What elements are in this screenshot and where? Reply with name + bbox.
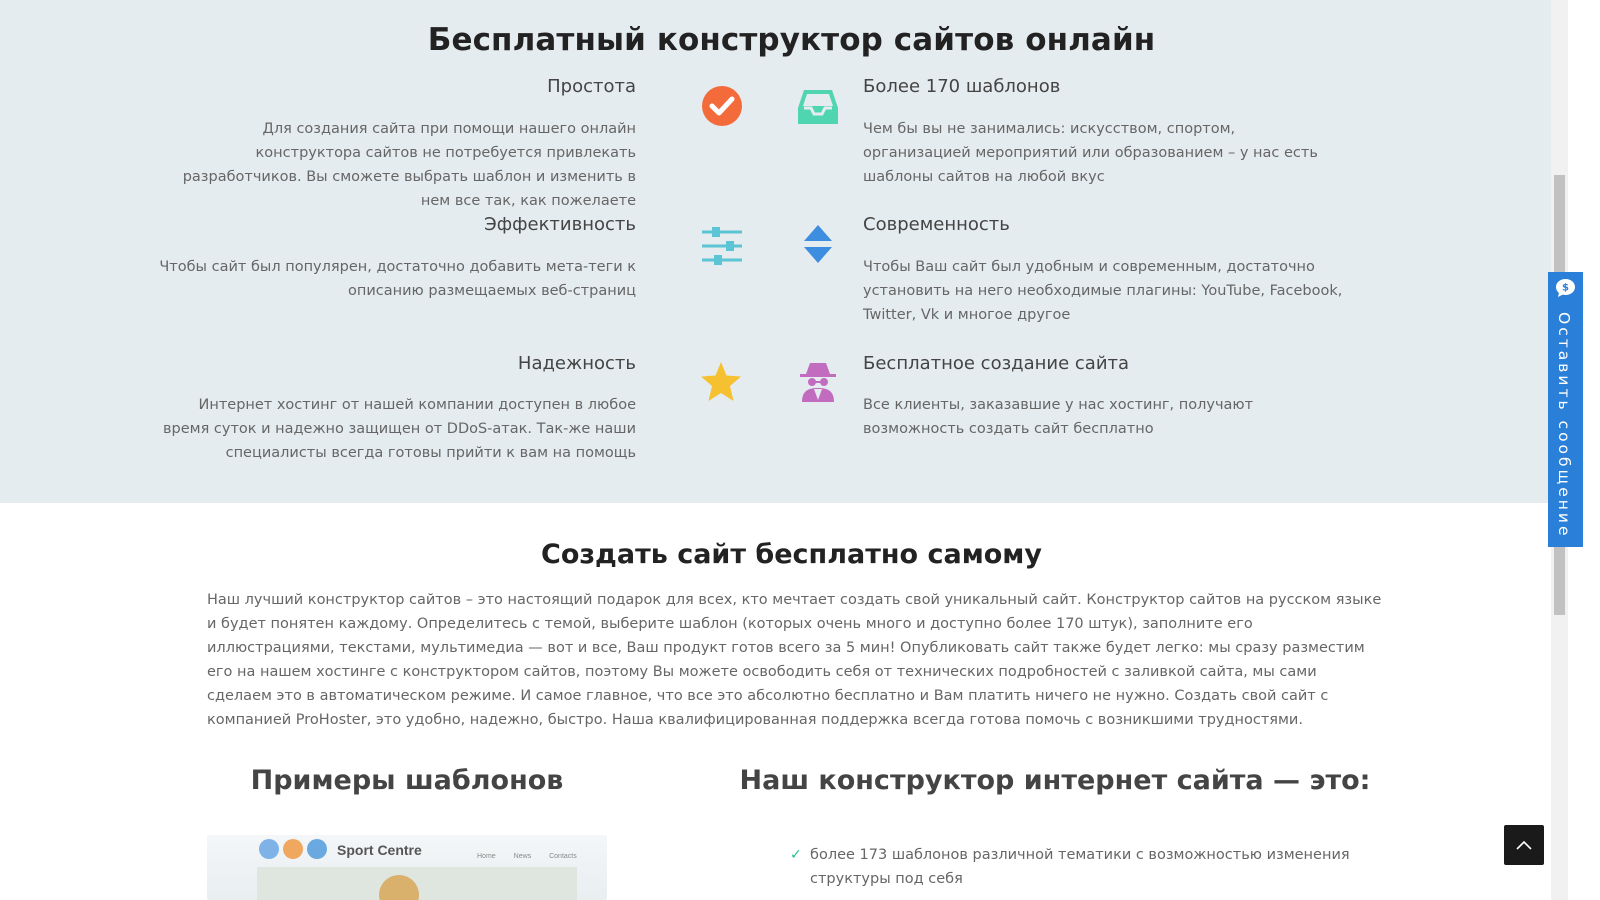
feature-title-simplicity: Простота [547, 76, 636, 97]
preview-nav: Home News Contacts [477, 853, 577, 860]
template-preview-image[interactable] [207, 835, 607, 900]
sort-arrows-icon [796, 222, 840, 266]
features-title: Бесплатный конструктор сайтов онлайн [427, 22, 1156, 58]
create-section [0, 503, 1551, 900]
preview-brand: Sport Centre [337, 842, 422, 858]
chevron-up-icon [1515, 839, 1533, 851]
leave-message-tab[interactable] [1548, 272, 1583, 547]
builder-features-list [790, 843, 1350, 891]
spy-icon [796, 360, 840, 404]
check-circle-icon [700, 84, 744, 128]
feature-title-reliability: Надежность [517, 353, 636, 374]
svg-text:$: $ [1562, 282, 1569, 294]
feature-title-free-site: Бесплатное создание сайта [863, 353, 1130, 374]
feature-desc-modern: Чтобы Ваш сайт был удобным и современным, достаточно установить на него необходимые плагины: YouTube, Facebook, Twitter, Vk и многое другое [863, 259, 1343, 323]
leave-message-label: Оставить сообщение [1555, 312, 1573, 539]
examples-title: Примеры шаблонов [250, 765, 564, 796]
sliders-icon [700, 224, 744, 268]
star-icon [699, 360, 743, 404]
preview-logos [259, 839, 327, 859]
feature-title-modern: Современность [863, 214, 1010, 235]
scroll-to-top-button[interactable] [1504, 825, 1544, 865]
feature-desc-templates: Чем бы вы не занимались: искусством, спортом, организацией мероприятий или образованием – у нас есть шаблоны сайтов на любой вкус [863, 121, 1318, 185]
feature-desc-reliability: Интернет хостинг от нашей компании доступен в любое время суток и надежно защищен от DDoS-атак. Так-же наши специалисты всегда готовы прийти к вам на помощь [162, 397, 636, 461]
inbox-tray-icon [796, 84, 840, 128]
create-title: Создать сайт бесплатно самому [541, 539, 1042, 570]
feature-desc-free-site: Все клиенты, заказавшие у нас хостинг, получают возможность создать сайт бесплатно [863, 397, 1254, 437]
feature-desc-simplicity: Для создания сайта при помощи нашего онлайн конструктора сайтов не потребуется привлекать разработчиков. Вы сможете выбрать шаблон и изменить в нем все так, как пожелаете [182, 121, 636, 209]
feature-title-efficiency: Эффективность [484, 214, 636, 235]
check-icon: ✓ [790, 847, 802, 863]
builder-title: Наш конструктор интернет сайта — это: [739, 765, 1371, 796]
feature-title-templates: Более 170 шаблонов [863, 76, 1061, 97]
create-paragraph: Наш лучший конструктор сайтов – это настоящий подарок для всех, кто мечтает создать свой уникальный сайт. Конструктор сайтов на русском языке и будет понятен каждому. Определитесь с темой, выберите шаблон (которых очень много и доступно более 170 штук), заполните его иллюстрациями, текстами, мультимедиа — вот и все, Ваш продукт готов всего за 5 мин! Опубликовать сайт также будет легко: мы сразу разместим его на нашем хостинге с конструктором сайтов, поэтому Вы можете освободить себя от технических подробностей с заливкой сайта, мы сами сделаем это в автоматическом режиме. И самое главное, что все это абсолютно бесплатно и Вам платить ничего не нужно. Создать свой сайт с компанией ProHoster, это удобно, надежно, быстро. Наша квалифицированная поддержка всегда готова помочь с возникшими трудностями. [207, 592, 1382, 728]
chat-bubble-icon [1555, 278, 1576, 299]
list-item: ✓ более 173 шаблонов различной тематики с возможностью изменения структуры под себя [790, 843, 1350, 891]
feature-desc-efficiency: Чтобы сайт был популярен, достаточно добавить мета-теги к описанию размещаемых веб-страниц [159, 259, 636, 299]
